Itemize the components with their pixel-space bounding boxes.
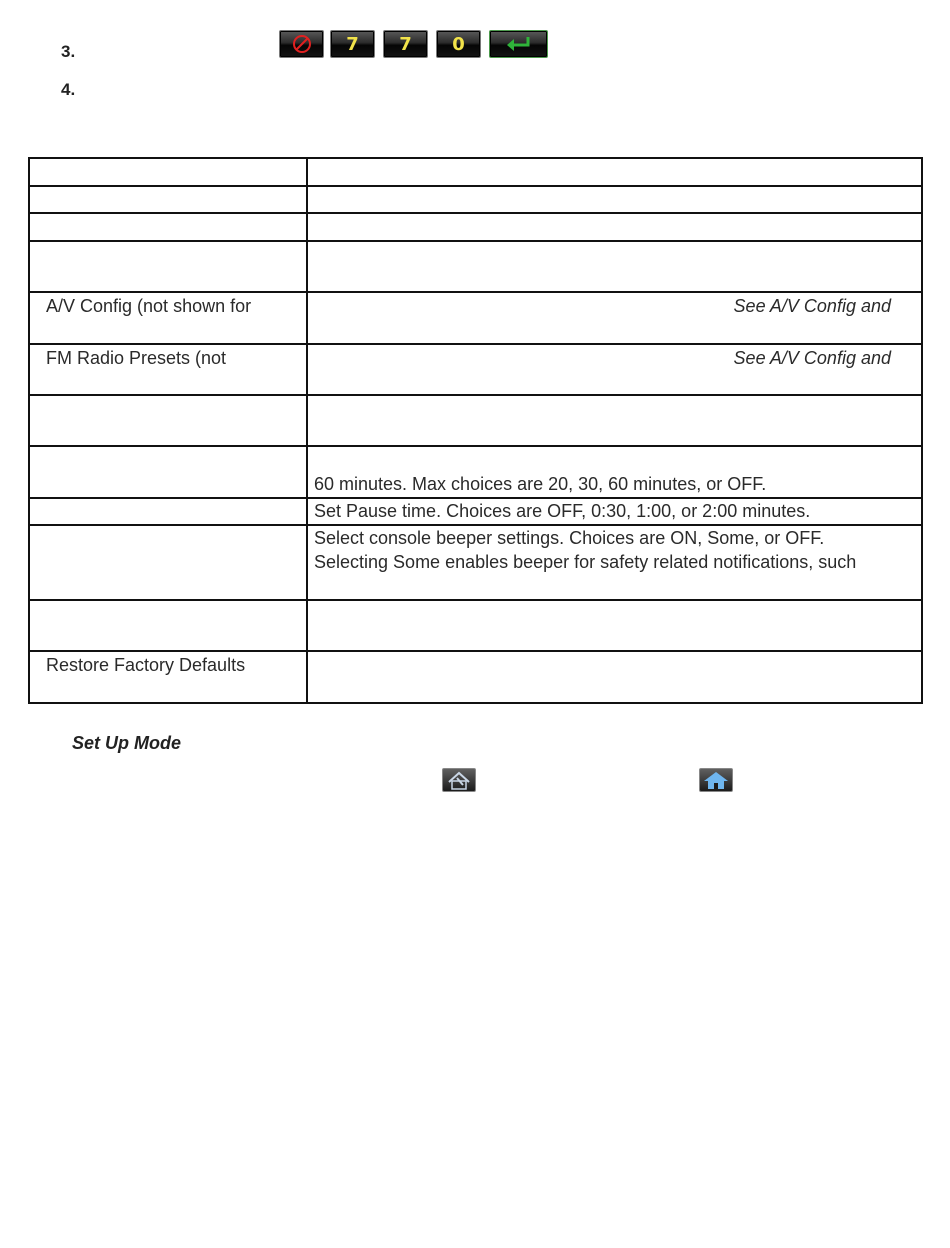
setting-label-cell — [29, 651, 307, 703]
setting-description-cell — [307, 186, 922, 213]
step-number-3: 3. — [61, 42, 76, 61]
section-title: Set Up Mode — [72, 733, 182, 753]
pause-time-description: Set Pause time. Choices are OFF, 0:30, 1:00, or 2:00 minutes. — [314, 501, 811, 521]
setup-icon — [443, 769, 475, 791]
restore-defaults-label: Restore Factory Defaults — [46, 655, 246, 675]
digit-key-7[interactable]: 7 — [330, 30, 375, 58]
setting-description-cell — [307, 395, 922, 446]
table-row — [29, 186, 922, 213]
setting-label-cell — [29, 525, 307, 600]
setting-description-cell — [307, 213, 922, 241]
av-config-label: A/V Config (not shown for — [46, 296, 252, 316]
home-icon — [700, 769, 732, 791]
fm-radio-presets-reference: See A/V Config and — [733, 348, 891, 368]
setting-label-cell — [29, 344, 307, 395]
setting-description-cell — [307, 446, 922, 498]
cancel-key[interactable] — [279, 30, 324, 58]
table-row-pause-time — [29, 498, 922, 525]
setting-description-cell — [307, 525, 922, 600]
table-row-av-config — [29, 292, 922, 344]
home-button[interactable] — [699, 768, 733, 792]
setting-description-cell — [307, 498, 922, 525]
setting-label-cell — [29, 213, 307, 241]
setting-description-cell — [307, 651, 922, 703]
settings-table — [28, 157, 923, 704]
setting-label-cell — [29, 446, 307, 498]
beeper-description-continued: Selecting Some enables beeper for safety related notifications, such — [314, 552, 857, 572]
setting-label-cell — [29, 600, 307, 651]
table-row — [29, 158, 922, 186]
setting-label-cell — [29, 158, 307, 186]
beeper-description: Select console beeper settings. Choices are ON, Some, or OFF. — [314, 528, 825, 548]
av-config-reference: See A/V Config and — [733, 296, 891, 316]
table-row — [29, 600, 922, 651]
setting-label-cell — [29, 241, 307, 292]
setting-description-cell — [307, 600, 922, 651]
cancel-icon — [291, 33, 313, 55]
digit-key-0[interactable]: 0 — [436, 30, 481, 58]
table-row-restore-defaults — [29, 651, 922, 703]
setting-label-cell — [29, 186, 307, 213]
table-row-max-time — [29, 446, 922, 498]
enter-arrow-icon — [504, 34, 534, 54]
table-row — [29, 395, 922, 446]
setting-label-cell — [29, 498, 307, 525]
setting-label-cell — [29, 292, 307, 344]
table-row-fm-radio-presets — [29, 344, 922, 395]
setting-description-cell — [307, 241, 922, 292]
table-row — [29, 213, 922, 241]
step-number-4: 4. — [61, 80, 76, 99]
setting-description-cell — [307, 344, 922, 395]
setup-button[interactable] — [442, 768, 476, 792]
fm-radio-presets-label: FM Radio Presets (not — [46, 348, 227, 368]
digit-key-7-second[interactable]: 7 — [383, 30, 428, 58]
setting-description-cell — [307, 158, 922, 186]
enter-key[interactable] — [489, 30, 548, 58]
max-time-description: 60 minutes. Max choices are 20, 30, 60 minutes, or OFF. — [314, 474, 767, 494]
table-row-beeper — [29, 525, 922, 600]
setting-label-cell — [29, 395, 307, 446]
setting-description-cell — [307, 292, 922, 344]
table-row — [29, 241, 922, 292]
